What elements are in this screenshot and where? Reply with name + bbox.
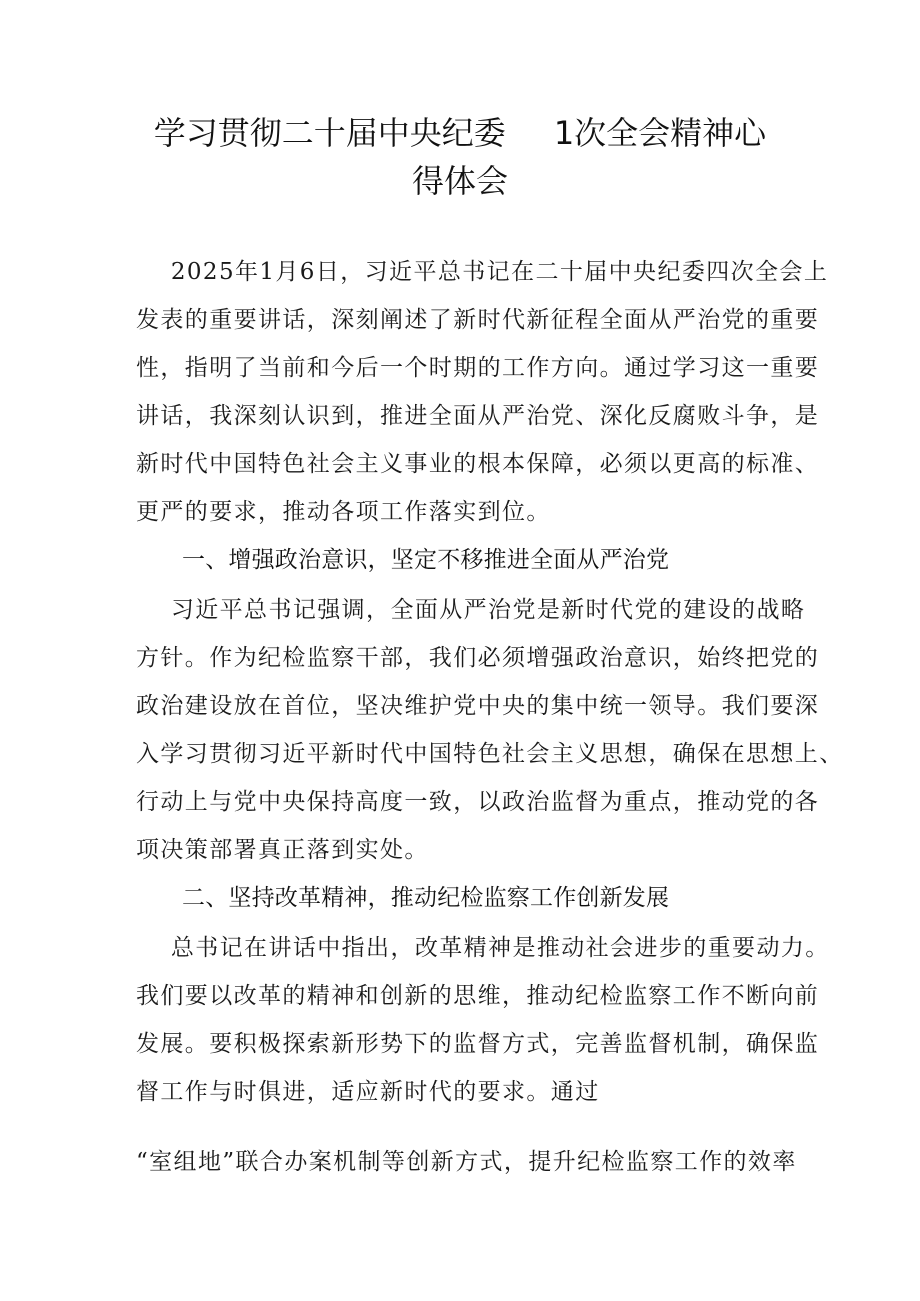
paragraph-1-line-6: 更严的要求，推动各项工作落实到位。 [136,499,551,525]
paragraph-3-line-4: 督工作与时俱进，适应新时代的要求。通过 [136,1079,600,1105]
paragraph-1-line-2: 发表的重要讲话，深刻阐述了新时代新征程全面从严治党的重要 [136,307,820,333]
section-heading-1: 一、增强政治意识，坚定不移推进全面从严治党 [182,547,670,573]
document-title-line-1 [140,108,780,158]
paragraph-1-line-5: 新时代中国特色社会主义事业的根本保障，必须以更高的标准、 [136,451,820,477]
paragraph-1-line-1: 2025年1月6日，习近平总书记在二十届中央纪委四次全会上 [136,259,829,285]
paragraph-3-line-1: 总书记在讲话中指出，改革精神是推动社会进步的重要动力。 [136,935,830,961]
paragraph-3-line-3: 发展。要积极探索新形势下的监督方式，完善监督机制，确保监 [136,1031,820,1057]
paragraph-1-line-4: 讲话，我深刻认识到，推进全面从严治党、深化反腐败斗争，是 [136,403,820,429]
paragraph-4-line-1: “室组地”联合办案机制等创新方式，提升纪检监察工作的效率 [136,1149,797,1175]
paragraph-2-line-2: 方针。作为纪检监察干部，我们必须增强政治意识，始终把党的 [136,645,820,671]
paragraph-2-line-6: 项决策部署真正落到实处。 [136,837,429,863]
title-part-1: 学习贯彻二十届中央纪委 [153,114,506,152]
paragraph-2-line-3: 政治建设放在首位，坚决维护党中央的集中统一领导。我们要深 [136,693,820,719]
paragraph-2-line-5: 行动上与党中央保持高度一致，以政治监督为重点，推动党的各 [136,789,820,815]
paragraph-2-line-1: 习近平总书记强调，全面从严治党是新时代党的建设的战略 [136,597,806,623]
section-heading-2: 二、坚持改革精神，推动纪检监察工作创新发展 [182,885,670,911]
document-title-line-2: 得体会 [411,162,508,200]
paragraph-1-line-3: 性，指明了当前和今后一个时期的工作方向。通过学习这一重要 [136,355,820,381]
paragraph-3-line-2: 我们要以改革的精神和创新的思维，推动纪检监察工作不断向前 [136,983,820,1009]
paragraph-2-line-4: 入学习贯彻习近平新时代中国特色社会主义思想，确保在思想上、 [136,741,844,767]
title-part-2: 1次全会精神心 [553,114,767,152]
